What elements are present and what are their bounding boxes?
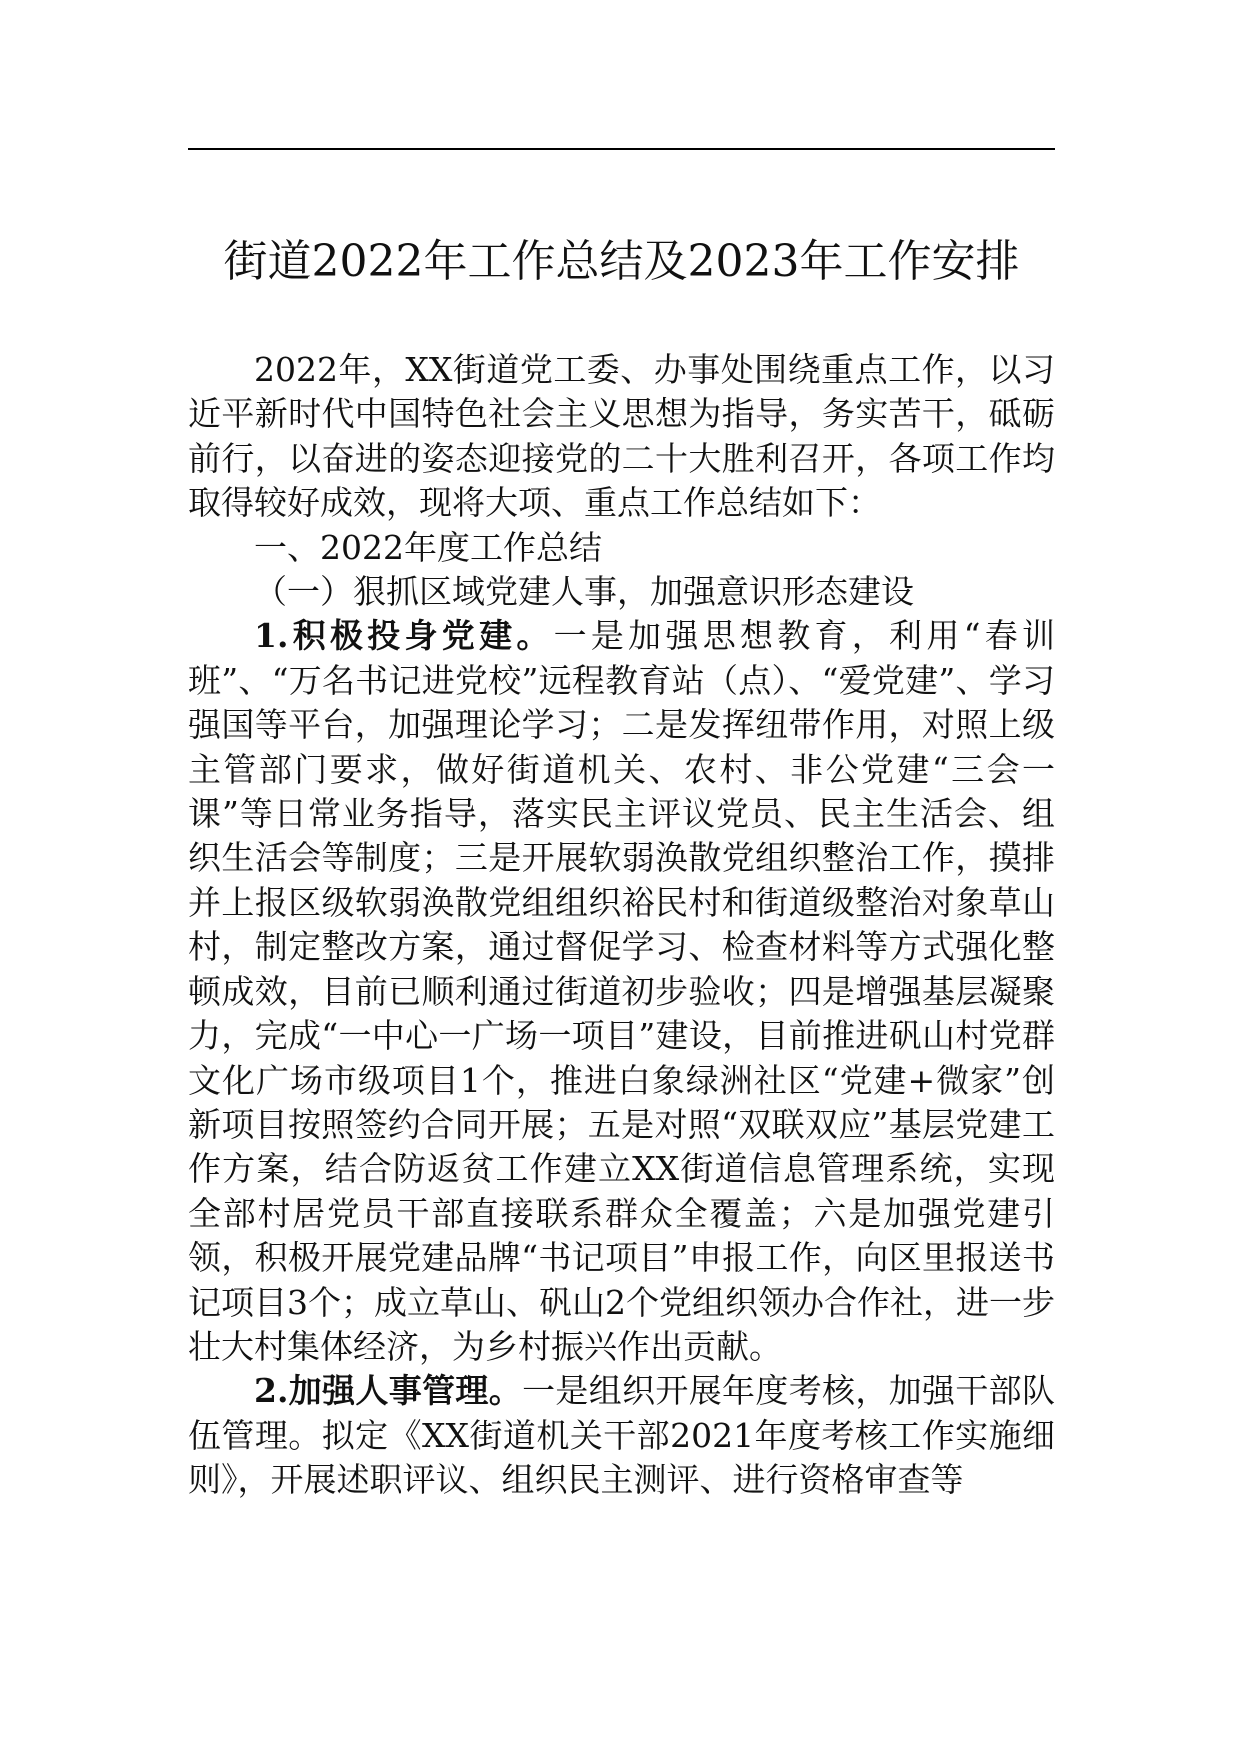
- item-party-building-text: 一是加强思想教育，利用“春训班”、“万名书记进党校”远程教育站（点）、“爱党建”、学习强国等平台，加强理论学习；二是发挥纽带作用，对照上级主管部门要求，做好街道机关、农村、非公党建“三会一课”等日常业务指导，落实民主评议党员、民主生活会、组织生活会等制度；三是开展软弱涣散党组织整治工作，摸排并上报区级软弱涣散党组组织裕民村和街道级整治对象草山村，制定整改方案，通过督促学习、检查材料等方式强化整顿成效，目前已顺利通过街道初步验收；四是增强基层凝聚力，完成“一中心一广场一项目”建设，目前推进矾山村党群文化广场市级项目1个，推进白象绿洲社区“党建+微家”创新项目按照签约合同开展；五是对照“双联双应”基层党建工作方案，结合防返贫工作建立XX街道信息管理系统，实现全部村居党员干部直接联系群众全覆盖；六是加强党建引领，积极开展党建品牌“书记项目”申报工作，向区里报送书记项目3个；成立草山、矾山2个党组织领办合作社，进一步壮大村集体经济，为乡村振兴作出贡献。: [188, 616, 1056, 1366]
- intro-text: 2022年，XX街道党工委、办事处围绕重点工作，以习近平新时代中国特色社会主义思想为指导，务实苦干，砥砺前行，以奋进的姿态迎接党的二十大胜利召开，各项工作均取得较好成效，现将大项、重点工作总结如下：: [188, 350, 1055, 523]
- document-body: [188, 348, 1055, 1503]
- item-party-building-lead: 1.积极投身党建。: [254, 616, 554, 656]
- intro-paragraph: [188, 348, 1055, 526]
- item-personnel-text: 一是组织开展年度考核，加强干部队伍管理。拟定《XX街道机关干部2021年度考核工作实施细则》，开展述职评议、组织民主测评、进行资格审查等: [188, 1371, 1055, 1500]
- header-rule: [188, 148, 1055, 150]
- item-personnel: [188, 1369, 1055, 1502]
- document-title: 街道2022年工作总结及2023年工作安排: [223, 236, 1020, 287]
- item-party-building: [188, 614, 1055, 1369]
- subsection-heading-text: （一）狠抓区域党建人事，加强意识形态建设: [254, 572, 914, 612]
- section-heading: [188, 526, 1055, 570]
- item-personnel-lead: 2.加强人事管理。: [254, 1371, 523, 1411]
- subsection-heading: [188, 570, 1055, 614]
- section-heading-text: 一、2022年度工作总结: [254, 527, 602, 567]
